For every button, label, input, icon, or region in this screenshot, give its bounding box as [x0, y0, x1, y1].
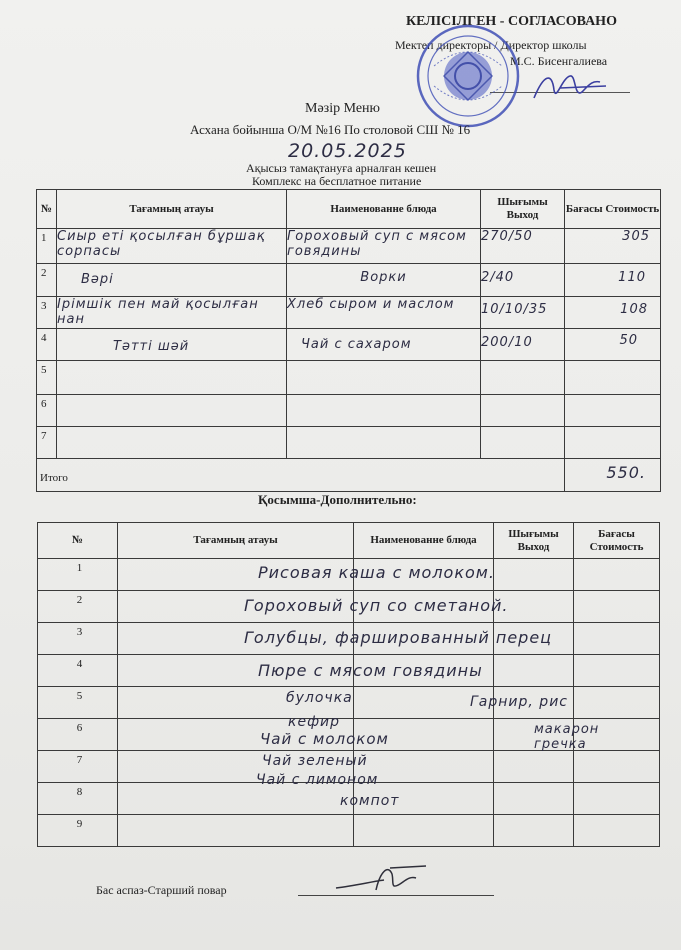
dish-name-ru: Хлеб сыром и маслом [287, 297, 455, 312]
row-number: 3 [37, 297, 57, 329]
row-number: 4 [38, 655, 118, 687]
extra-item: Пюре с мясом говядины [258, 661, 483, 680]
row-number: 3 [38, 623, 118, 655]
row-number: 1 [37, 229, 57, 264]
row-number: 2 [37, 264, 57, 297]
free-food-ru: Комплекс на бесплатное питание [252, 174, 422, 188]
dish-price: 108 [620, 302, 648, 317]
col-header-name-ru: Наименованне блюда [287, 190, 481, 229]
dish-price: 50 [619, 333, 638, 348]
dish-name-kz: Сиыр еті қосылған бұршақ сорпасы [57, 229, 266, 259]
extra-item: Чай с лимоном [256, 772, 379, 788]
table-row [38, 815, 660, 847]
row-number: 6 [37, 395, 57, 427]
dish-yield: 10/10/35 [481, 302, 548, 317]
row-number: 7 [38, 751, 118, 783]
total-row [37, 459, 661, 492]
col-header-price: Бағасы Стоимость [574, 523, 660, 559]
extra-item: Чай с молоком [260, 730, 389, 748]
row-number: 7 [37, 427, 57, 459]
additional-title: Қосымша-Дополнительно: [258, 492, 417, 507]
dish-name-ru: Ворки [360, 270, 407, 285]
table-row [37, 361, 661, 395]
col-header-price: Бағасы Стоимость [565, 190, 661, 229]
free-food-kz: Ақысыз тамақтануға арналған кешен [246, 161, 437, 175]
extra-item: булочка [286, 690, 353, 706]
approval-director-role: Мектеп директоры / Директор школы [395, 38, 587, 52]
row-number: 1 [38, 559, 118, 591]
approval-title: КЕЛІСІЛГЕН - СОГЛАСОВАНО [406, 14, 617, 29]
extra-item: макарон гречка [534, 722, 600, 752]
table-row [37, 395, 661, 427]
extra-item: Рисовая каша с молоком. [258, 563, 495, 582]
col-header-name-ru: Наименованне блюда [354, 523, 494, 559]
col-header-name-kz: Тағамның атауы [118, 523, 354, 559]
table-row [37, 297, 661, 329]
extra-item: Чай зеленый [262, 753, 368, 769]
menu-title: Мәзір Меню [305, 101, 381, 116]
free-meal-table [36, 189, 661, 492]
dish-yield: 270/50 [481, 229, 533, 244]
row-number: 6 [38, 719, 118, 751]
table-row [37, 329, 661, 361]
table-row [37, 427, 661, 459]
col-header-yield: Шығымы Выход [494, 523, 574, 559]
col-header-no: № [38, 523, 118, 559]
row-number: 4 [37, 329, 57, 361]
table-header-row [38, 523, 660, 559]
table-row [37, 229, 661, 264]
total-label: Итого [37, 459, 565, 492]
row-number: 5 [38, 687, 118, 719]
col-header-name-kz: Тағамның атауы [57, 190, 287, 229]
approval-director-name: М.С. Бисенгалиева [510, 54, 608, 68]
dish-yield: 2/40 [481, 270, 515, 285]
dish-price: 110 [618, 270, 646, 285]
table-row [37, 264, 661, 297]
dish-name-ru: Гороховый суп с мясом говядины [287, 229, 467, 259]
extra-item: кефир [288, 714, 341, 730]
extra-item: Гарнир, рис [470, 694, 568, 710]
extra-item: Гороховый суп со сметаной. [244, 596, 509, 615]
dish-price: 305 [622, 229, 650, 244]
col-header-no: № [37, 190, 57, 229]
row-number: 2 [38, 591, 118, 623]
chef-signature [330, 860, 440, 896]
row-number: 9 [38, 815, 118, 847]
dish-name-kz: Вәрі [81, 272, 114, 287]
col-header-yield: Шығымы Выход [481, 190, 565, 229]
table-header-row [37, 190, 661, 229]
total-value: 550. [606, 463, 646, 482]
school-seal-stamp [414, 22, 522, 130]
director-signature [530, 68, 610, 108]
chef-label: Бас аспаз-Старший повар [96, 883, 227, 897]
row-number: 8 [38, 783, 118, 815]
dish-yield: 200/10 [481, 335, 533, 350]
dish-name-ru: Чай с сахаром [301, 337, 412, 352]
dish-name-kz: Тәтті шәй [113, 339, 190, 354]
extra-item: Голубцы, фаршированный перец [244, 628, 553, 647]
canteen-name: Асхана бойынша О/М №16 По столовой СШ № 16 [190, 122, 471, 137]
row-number: 5 [37, 361, 57, 395]
extra-item: компот [340, 793, 400, 809]
dish-name-kz: Ірімшік пен май қосылған нан [57, 297, 259, 327]
menu-date: 20.05.2025 [288, 140, 407, 162]
